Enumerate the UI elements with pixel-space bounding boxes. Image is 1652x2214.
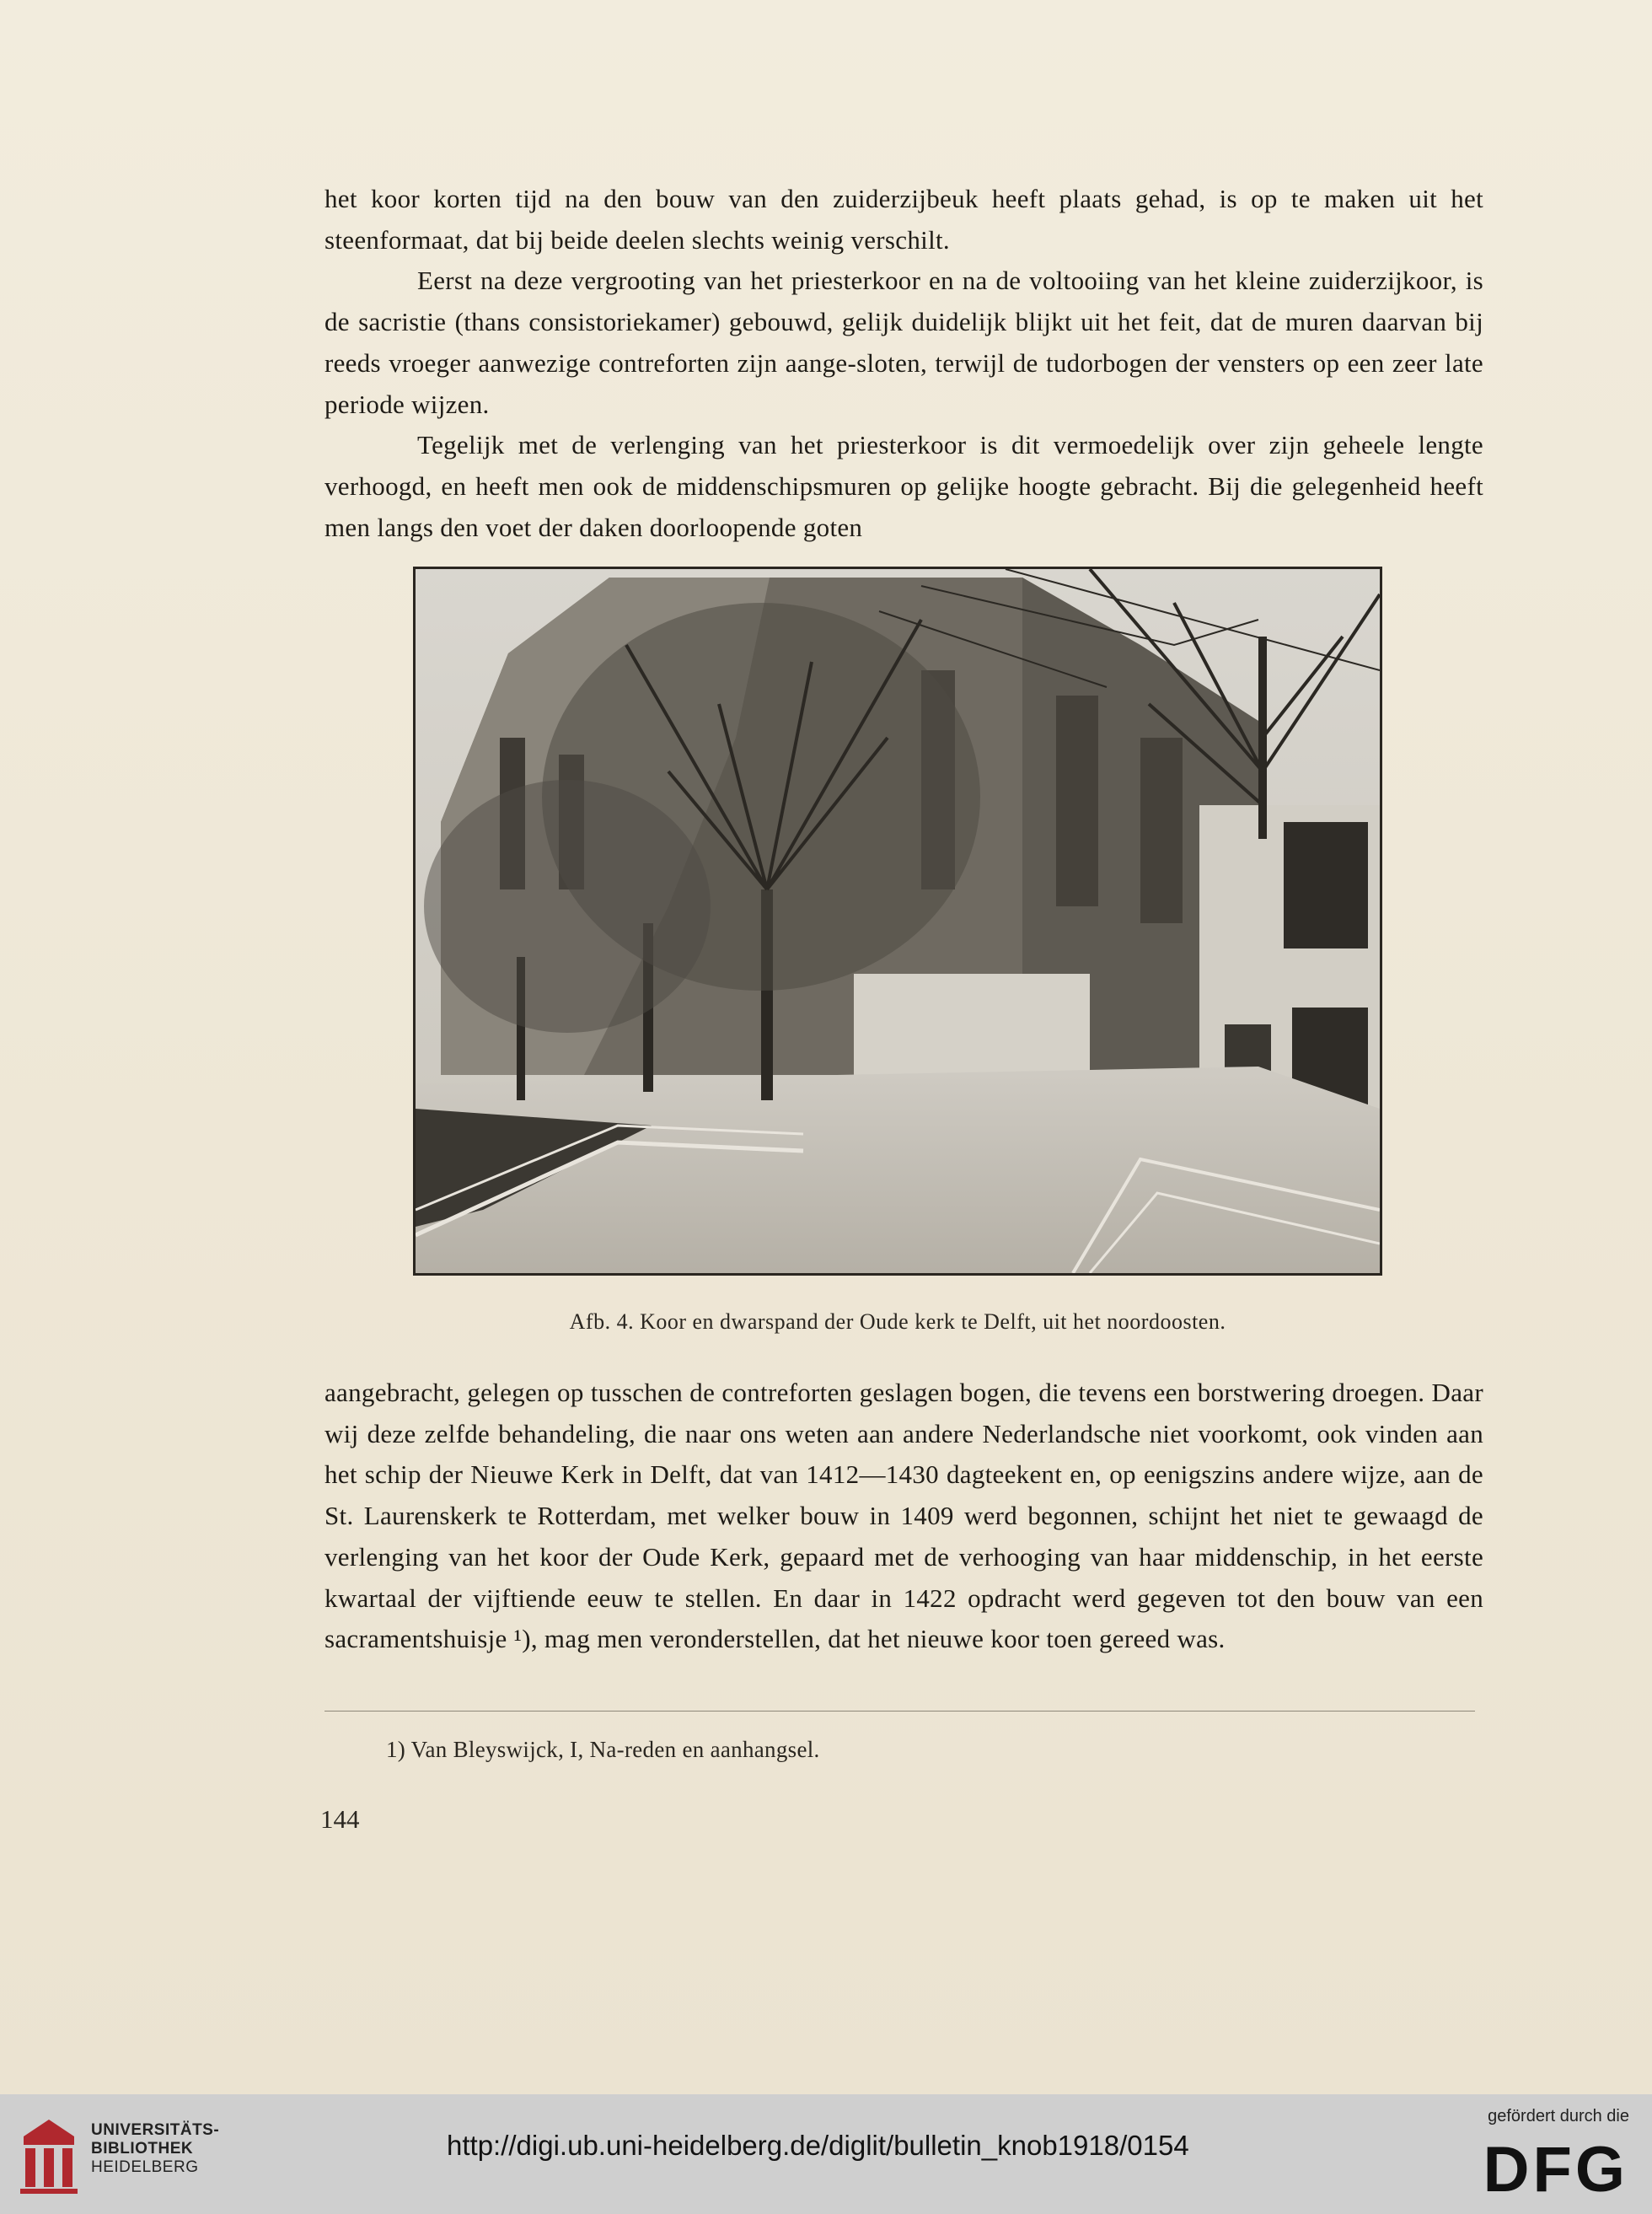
church-photograph xyxy=(413,567,1382,1276)
permalink-url[interactable]: http://digi.ub.uni-heidelberg.de/diglit/bulletin_knob1918/0154 xyxy=(447,2130,1189,2161)
footnote-divider xyxy=(324,1711,1475,1712)
library-name-line: HEIDELBERG xyxy=(91,2158,199,2176)
library-name[interactable] xyxy=(91,2121,219,2177)
body-text-bottom xyxy=(324,1373,1483,1660)
library-name-line: BIBLIOTHEK xyxy=(91,2140,194,2158)
paragraph: aangebracht, gelegen op tusschen de contreforten geslagen bogen, die tevens een borstwering droegen. Daar wij deze zelfde behandeling, die naar ons weten aan andere Nederlandsche niet voorkomt, ook vinden aan het schip der Nieuwe Kerk in Delft, dat van 1412—1430 dagteekent en, op eenigszins andere wijze, aan de St. Laurenskerk te Rotterdam, met welker bouw in 1409 werd begonnen, schijnt het niet te gewaagd de verlenging van het koor der Oude Kerk, gepaard met de verhooging van haar middenschip, in het eerste kwartaal der vijftiende eeuw te stellen. En daar in 1422 opdracht werd gegeven tot den bouw van een sacramentshuisje ¹), mag men veronderstellen, dat het nieuwe koor toen gereed was. xyxy=(324,1378,1483,1654)
ub-heidelberg-logo-icon[interactable] xyxy=(15,2111,83,2200)
church-photo-illustration xyxy=(416,569,1380,1273)
page-number: 144 xyxy=(320,1804,360,1834)
viewer-footer xyxy=(0,2094,1652,2214)
paragraph: het koor korten tijd na den bouw van den zuiderzijbeuk heeft plaats gehad, is op te maken uit het steenformaat, dat bij beide deelen slechts weinig verschilt. xyxy=(324,184,1483,255)
body-text-top xyxy=(324,179,1483,548)
sponsor-label: gefördert durch die xyxy=(1488,2107,1629,2125)
paragraph: Eerst na deze vergrooting van het priesterkoor en na de voltooiing van het kleine zuiderzijkoor, is de sacristie (thans consistoriekamer) gebouwd, gelijk duidelijk blijkt uit het feit, dat de muren daarvan bij reeds vroeger aanwezige contreforten zijn aange-sloten, terwijl de tudorbogen der vensters op een zeer late periode wijzen. xyxy=(324,266,1483,419)
paragraph: Tegelijk met de verlenging van het priesterkoor is dit vermoedelijk over zijn geheele lengte verhoogd, en heeft men ook de middenschipsmuren op gelijke hoogte gebracht. Bij die gelegenheid heeft men langs den voet der daken doorloopende goten xyxy=(324,430,1483,542)
library-name-line: UNIVERSITÄTS- xyxy=(91,2121,220,2139)
dfg-logo[interactable]: DFG xyxy=(1483,2134,1628,2206)
footnote: 1) Van Bleyswijck, I, Na-reden en aanhangsel. xyxy=(386,1737,820,1762)
figure-caption: Afb. 4. Koor en dwarspand der Oude kerk te Delft, uit het noordoosten. xyxy=(569,1309,1226,1334)
